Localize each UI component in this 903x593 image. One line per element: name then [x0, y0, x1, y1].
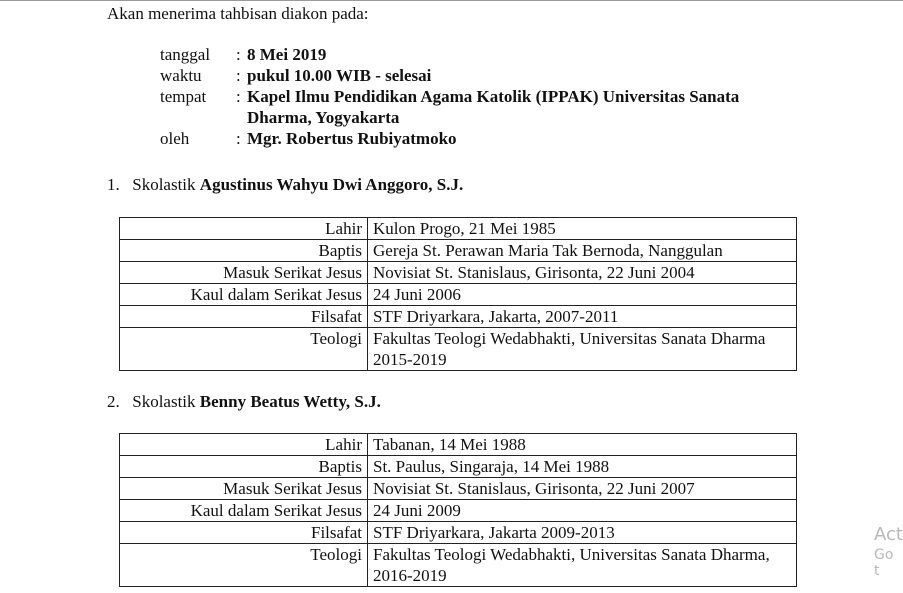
candidate-number: 1.	[107, 175, 120, 194]
event-row-place	[160, 86, 792, 128]
table-value: 24 Juni 2006	[368, 284, 797, 306]
table-row	[120, 544, 797, 587]
table-key: Filsafat	[120, 522, 368, 544]
table-row	[120, 500, 797, 522]
table-key: Baptis	[120, 240, 368, 262]
table-key: Masuk Serikat Jesus	[120, 262, 368, 284]
event-row-officiant	[160, 128, 792, 149]
candidate-prefix: Skolastik	[132, 392, 196, 411]
event-label: tempat	[160, 87, 207, 106]
table-value: STF Driyarkara, Jakarta, 2007-2011	[368, 306, 797, 328]
table-row	[120, 284, 797, 306]
event-label: oleh	[160, 129, 190, 148]
table-value: Tabanan, 14 Mei 1988	[368, 434, 797, 456]
table-key: Teologi	[120, 544, 368, 587]
candidate-heading-1	[107, 175, 463, 195]
event-value: Kapel Ilmu Pendidikan Agama Katolik (IPPAK) Universitas Sanata Dharma, Yogyakarta	[247, 87, 740, 127]
watermark-line-2: Go t	[874, 547, 894, 579]
candidate-table-1	[119, 217, 797, 371]
table-key: Kaul dalam Serikat Jesus	[120, 284, 368, 306]
table-row	[120, 240, 797, 262]
event-value: Mgr. Robertus Rubiyatmoko	[247, 129, 457, 148]
table-key: Filsafat	[120, 306, 368, 328]
table-key: Kaul dalam Serikat Jesus	[120, 500, 368, 522]
table-value: St. Paulus, Singaraja, 14 Mei 1988	[368, 456, 797, 478]
table-key: Teologi	[120, 328, 368, 371]
event-value: pukul 10.00 WIB - selesai	[247, 66, 432, 85]
candidate-name: Benny Beatus Wetty, S.J.	[199, 392, 381, 411]
candidate-heading-2	[107, 392, 381, 412]
intro-text: Akan menerima tahbisan diakon pada:	[107, 4, 369, 23]
table-value: Novisiat St. Stanislaus, Girisonta, 22 Juni 2004	[368, 262, 797, 284]
table-value: Fakultas Teologi Wedabhakti, Universitas Sanata Dharma, 2016-2019	[368, 544, 797, 587]
event-colon: :	[236, 66, 241, 85]
event-details	[160, 44, 792, 149]
page-top-edge	[0, 0, 903, 1]
event-colon: :	[236, 45, 241, 64]
table-row	[120, 218, 797, 240]
table-value: Fakultas Teologi Wedabhakti, Universitas Sanata Dharma 2015-2019	[368, 328, 797, 371]
table-row	[120, 262, 797, 284]
table-value: 24 Juni 2009	[368, 500, 797, 522]
table-key: Lahir	[120, 218, 368, 240]
event-label: waktu	[160, 66, 202, 85]
candidate-number: 2.	[107, 392, 120, 411]
activation-watermark	[874, 524, 903, 579]
table-value: Kulon Progo, 21 Mei 1985	[368, 218, 797, 240]
table-row	[120, 478, 797, 500]
watermark-line-1: Act	[874, 524, 903, 545]
table-key: Baptis	[120, 456, 368, 478]
event-label: tanggal	[160, 45, 211, 64]
event-colon: :	[236, 129, 241, 148]
table-value: STF Driyarkara, Jakarta 2009-2013	[368, 522, 797, 544]
table-row	[120, 522, 797, 544]
table-value: Gereja St. Perawan Maria Tak Bernoda, Nanggulan	[368, 240, 797, 262]
table-row	[120, 328, 797, 371]
table-value: Novisiat St. Stanislaus, Girisonta, 22 Juni 2007	[368, 478, 797, 500]
table-key: Lahir	[120, 434, 368, 456]
table-row	[120, 456, 797, 478]
candidate-name: Agustinus Wahyu Dwi Anggoro, S.J.	[199, 175, 464, 194]
event-row-date	[160, 44, 792, 65]
event-colon: :	[236, 87, 241, 106]
candidate-table-2	[119, 433, 797, 587]
table-row	[120, 306, 797, 328]
event-row-time	[160, 65, 792, 86]
table-key: Masuk Serikat Jesus	[120, 478, 368, 500]
table-row	[120, 434, 797, 456]
event-value: 8 Mei 2019	[247, 45, 327, 64]
candidate-prefix: Skolastik	[132, 175, 196, 194]
